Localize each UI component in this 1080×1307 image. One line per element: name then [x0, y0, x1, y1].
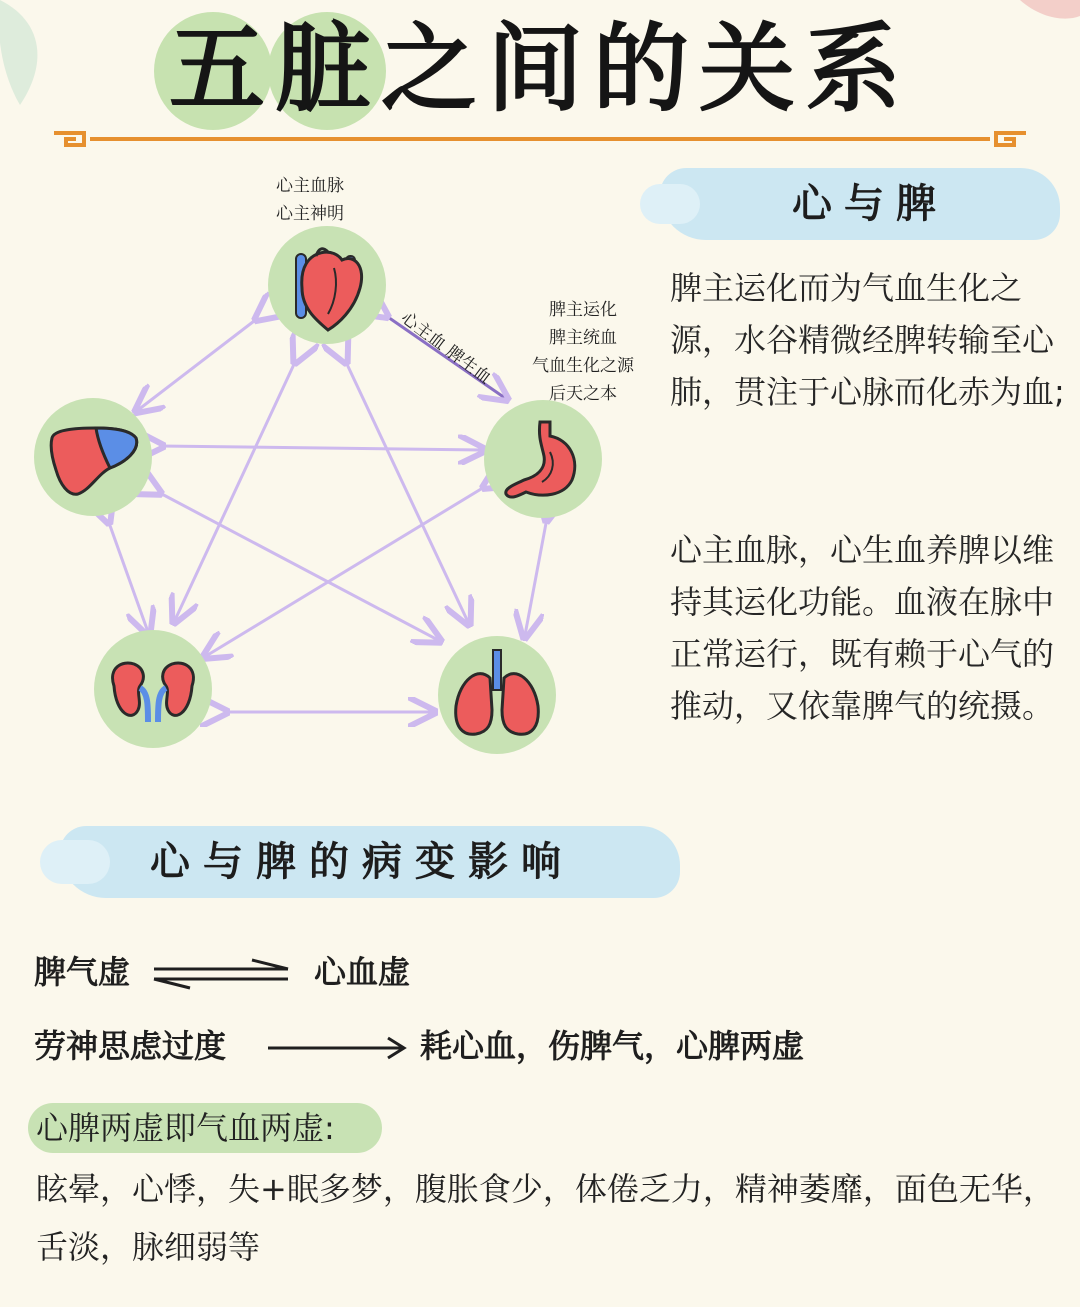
arrow-stomach-lung — [525, 518, 547, 635]
arrow-heart-kidney — [175, 360, 296, 620]
relation-row — [34, 952, 1034, 996]
conclusion-label: 心脾两虚即气血两虚: — [36, 1109, 335, 1147]
edge-label: 心主血 脾生血 — [396, 307, 495, 389]
lung-icon — [438, 636, 556, 754]
note-line: 脾主统血 — [549, 328, 617, 348]
liver-icon — [34, 398, 152, 516]
page-title: 五脏之间的关系 — [169, 13, 911, 125]
liver-node — [34, 398, 152, 516]
arrow-liver-kidney — [108, 520, 148, 632]
section-heading: 心与脾的病变影响 — [150, 839, 574, 885]
bidirectional-arrow-icon — [148, 956, 294, 992]
spleen-notes — [532, 296, 634, 408]
five-organs-diagram — [20, 170, 660, 790]
section-heading: 心与脾 — [792, 181, 948, 227]
stomach-icon — [484, 400, 602, 518]
heart-icon — [268, 226, 386, 344]
title-divider — [50, 130, 1030, 148]
banner-brush-edge — [40, 840, 110, 884]
arrow-liver-stomach — [160, 446, 482, 450]
paragraph-text: 心主血脉，心生血养脾以维持其运化功能。血液在脉中正常运行，既有赖于心气的推动，又依靠脾气的统摄。 — [670, 531, 1055, 725]
relation-left: 脾气虚 — [34, 953, 131, 991]
note-line: 心主血脉 — [276, 176, 344, 196]
right-arrow-icon — [264, 1030, 410, 1066]
relation-right: 心血虚 — [314, 953, 411, 991]
note-line: 心主神明 — [276, 204, 344, 224]
heart-node — [268, 226, 386, 344]
note-line: 气血生化之源 — [532, 356, 634, 376]
relation-row — [34, 1026, 1034, 1070]
kidney-node — [94, 630, 212, 748]
relation-left: 劳神思虑过度 — [34, 1027, 227, 1065]
note-line: 后天之本 — [549, 384, 617, 404]
note-line: 脾主运化 — [549, 300, 617, 320]
arrow-heart-lung — [345, 360, 468, 622]
relation-right: 耗心血，伤脾气，心脾两虚 — [420, 1027, 805, 1065]
symptoms-text: 眩晕，心悸，失+眠多梦，腹胀食少，体倦乏力，精神萎靡，面色无华，舌淡，脉细弱等 — [36, 1170, 1055, 1266]
arrow-heart-liver — [138, 318, 258, 410]
paragraph-text: 脾主运化而为气血生化之源，水谷精微经脾转输至心肺，贯注于心脉而化赤为血; — [670, 269, 1065, 411]
title-area — [0, 0, 1080, 130]
heart-notes — [276, 172, 344, 228]
lung-node — [438, 636, 556, 754]
kidney-icon — [94, 630, 212, 748]
corner-stamp-icon — [1010, 0, 1080, 28]
stomach-node — [484, 400, 602, 518]
leaf-decoration-icon — [0, 0, 60, 110]
